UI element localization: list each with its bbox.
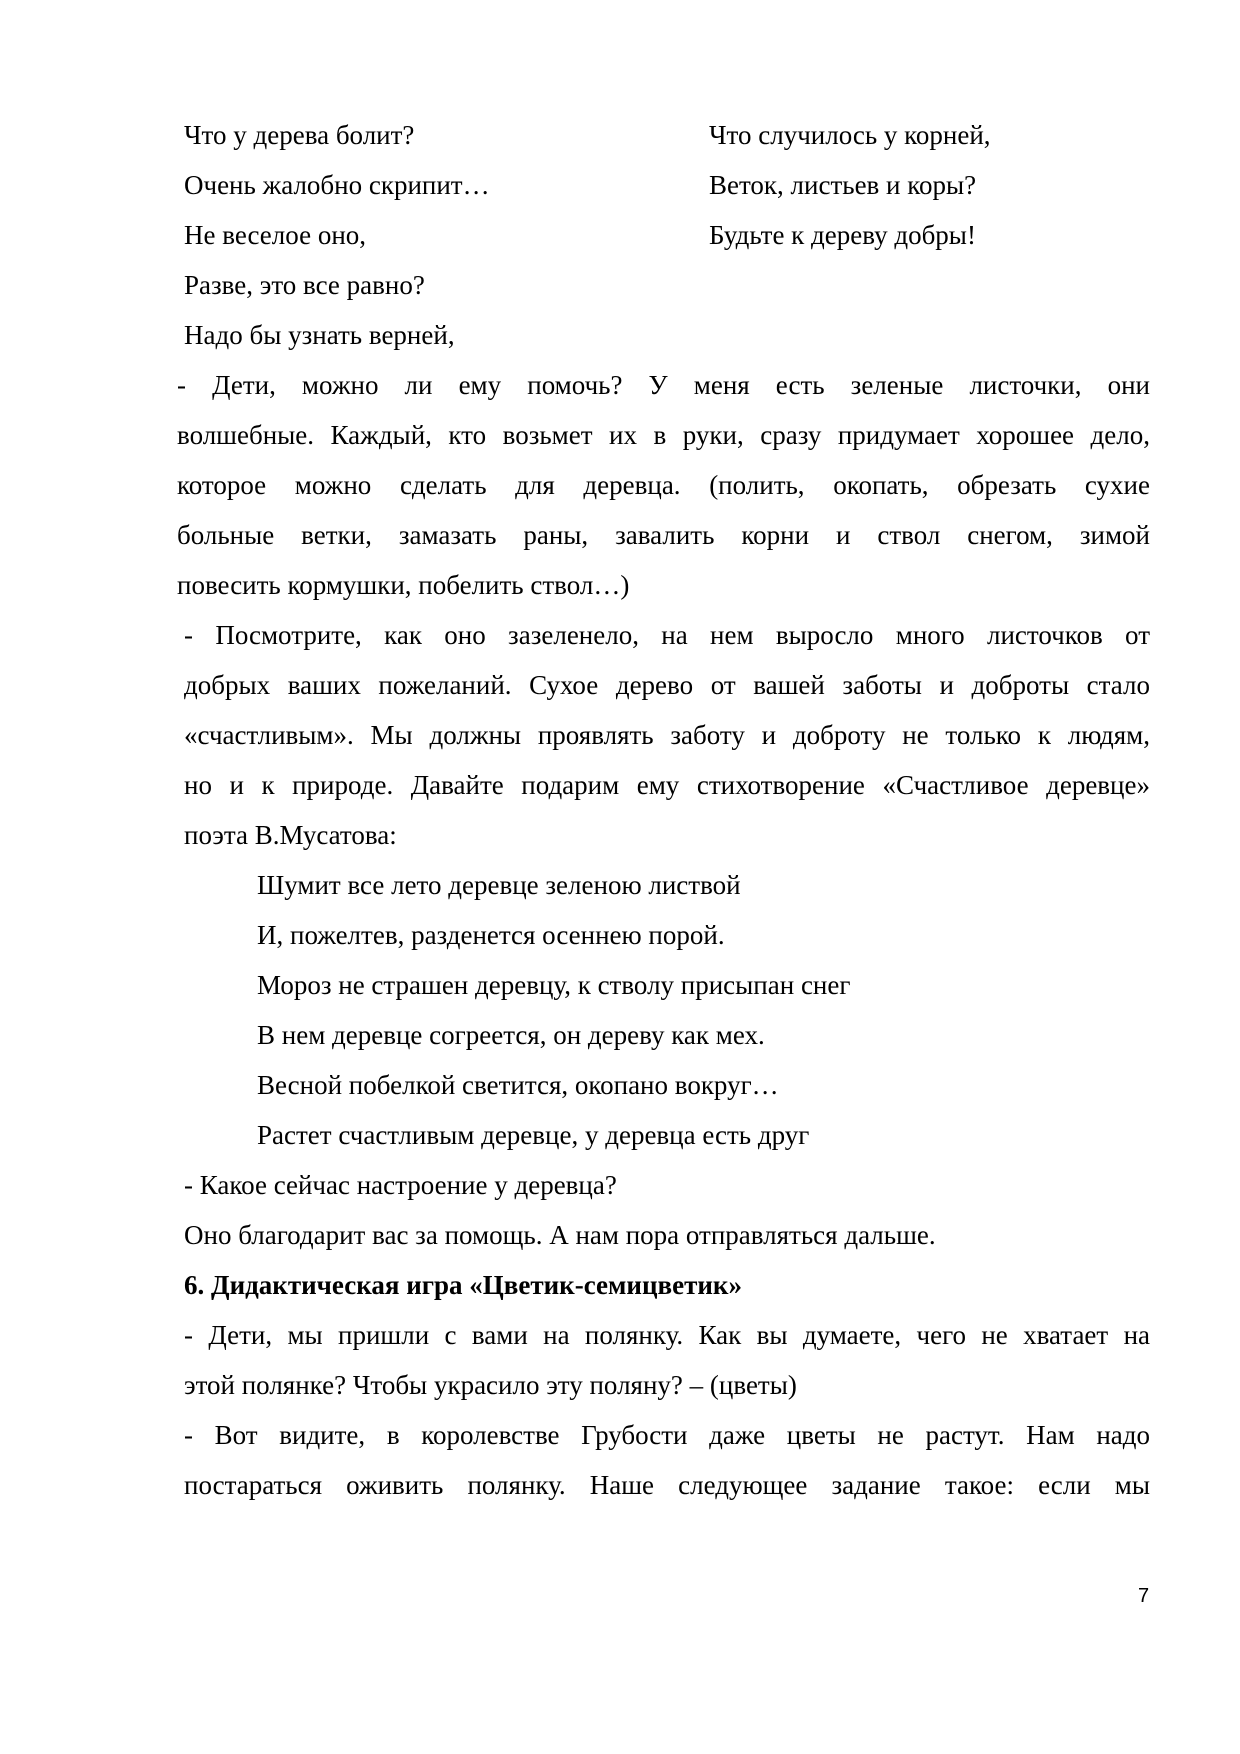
paragraph-line: постараться оживить полянку. Наше следующее задание такое: если мы: [184, 1470, 1150, 1500]
poem-left-line: Не веселое оно,: [184, 220, 367, 250]
paragraph-line: которое можно сделать для деревца. (полить, окопать, обрезать сухие: [177, 470, 1150, 500]
paragraph-line: - Посмотрите, как оно зазеленело, на нем выросло много листочков от: [184, 620, 1150, 650]
paragraph-line: поэта В.Мусатова:: [184, 820, 397, 850]
poem-right-line: Что случилось у корней,: [709, 120, 991, 150]
section-heading: 6. Дидактическая игра «Цветик-семицветик»: [184, 1270, 742, 1300]
paragraph-line: - Дети, мы пришли с вами на полянку. Как вы думаете, чего не хватает на: [184, 1320, 1150, 1350]
poem-line: Шумит все лето деревце зеленою листвой: [257, 870, 741, 900]
question-line: - Какое сейчас настроение у деревца?: [184, 1170, 617, 1200]
page-number: 7: [1138, 1585, 1150, 1607]
poem-line: И, пожелтев, разденется осеннею порой.: [257, 920, 725, 950]
paragraph-line: но и к природе. Давайте подарим ему стихотворение «Счастливое деревце»: [184, 770, 1150, 800]
paragraph-line: «счастливым». Мы должны проявлять заботу и доброту не только к людям,: [184, 720, 1150, 750]
poem-line: Растет счастливым деревце, у деревца есть друг: [257, 1120, 810, 1150]
paragraph-line: добрых ваших пожеланий. Сухое дерево от вашей заботы и доброты стало: [184, 670, 1150, 700]
paragraph-line: - Дети, можно ли ему помочь? У меня есть зеленые листочки, они: [177, 370, 1150, 400]
poem-left-line: Очень жалобно скрипит…: [184, 170, 490, 200]
paragraph-line: больные ветки, замазать раны, завалить корни и ствол снегом, зимой: [177, 520, 1150, 550]
paragraph-line: этой полянке? Чтобы украсило эту поляну? – (цветы): [184, 1370, 797, 1400]
poem-right-line: Веток, листьев и коры?: [709, 170, 977, 200]
poem-line: В нем деревце согреется, он дереву как мех.: [257, 1020, 765, 1050]
poem-left-line: Разве, это все равно?: [184, 270, 425, 300]
poem-left-line: Надо бы узнать верней,: [184, 320, 455, 350]
paragraph-line: повесить кормушки, побелить ствол…): [177, 570, 630, 600]
poem-left-line: Что у дерева болит?: [184, 120, 415, 150]
paragraph-line: волшебные. Каждый, кто возьмет их в руки, сразу придумает хорошее дело,: [177, 420, 1150, 450]
poem-line: Мороз не страшен деревцу, к стволу присыпан снег: [257, 970, 851, 1000]
poem-right-line: Будьте к дереву добры!: [709, 220, 976, 250]
answer-line: Оно благодарит вас за помощь. А нам пора отправляться дальше.: [184, 1220, 936, 1250]
poem-line: Весной побелкой светится, окопано вокруг…: [257, 1070, 779, 1100]
paragraph-line: - Вот видите, в королевстве Грубости даже цветы не растут. Нам надо: [184, 1420, 1150, 1450]
